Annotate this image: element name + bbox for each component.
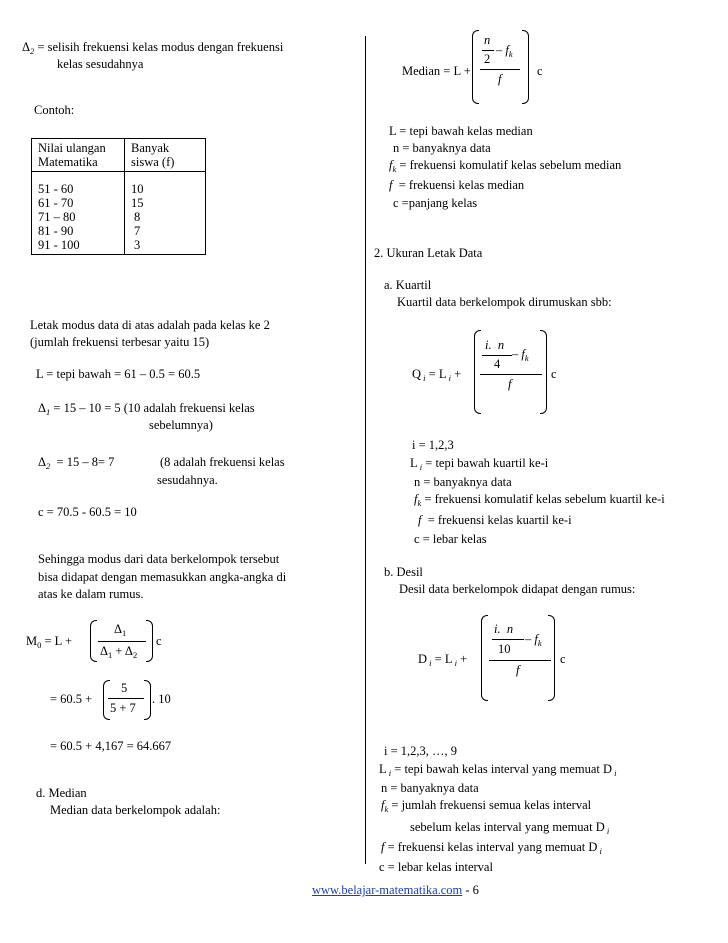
formula-c: c (156, 634, 162, 648)
f-symbol: f (516, 663, 520, 677)
decile-def-fk: $f_k$ = jumlah frekuensi semua kelas interval (381, 798, 592, 814)
step1-denominator: 5 + 7 (110, 701, 136, 715)
modus-location-line2: (jumlah frekuensi terbesar yaitu 15) (30, 335, 210, 349)
quartile-def-i: i = 1,2,3 (412, 438, 454, 452)
modus-formula: $M_0 = L$ + (26, 634, 73, 650)
table-header-row (32, 139, 206, 172)
table-body (32, 180, 206, 255)
fraction-bar (480, 69, 520, 70)
decile-description: Desil data berkelompok didapat dengan rumus: (399, 582, 636, 596)
f-symbol: f (498, 72, 502, 86)
decile-title: b. Desil (384, 565, 423, 579)
left-paren (472, 30, 479, 104)
fraction-bar (480, 374, 542, 375)
left-paren (90, 620, 97, 662)
f-symbol: f (508, 377, 512, 391)
decile-formula: D $_i$ = L $_i$ + (418, 652, 468, 668)
minus-fk: – $f_k$ (496, 43, 513, 59)
right-paren (540, 330, 547, 414)
conclusion-line2: bisa didapat dengan memasukkan angka-angka di (38, 570, 287, 584)
n-symbol: n (484, 33, 491, 47)
delta2-note-cont: sesudahnya. (157, 473, 218, 487)
minus-fk: – $f_k$ (525, 632, 542, 648)
quartile-def-f: f = frekuensi kelas kuartil ke-i (418, 513, 572, 527)
fraction-bar (482, 50, 494, 51)
median-description: Median data berkelompok adalah: (50, 803, 221, 817)
four-symbol: 4 (494, 357, 501, 371)
table-frequency-column: 10 15 8 7 3 (125, 180, 206, 255)
right-paren (548, 615, 555, 701)
quartile-def-L: L $_i$ = tepi bawah kuartil ke-i (410, 456, 549, 472)
right-paren (144, 680, 151, 720)
calculation-step1: = 60.5 + (50, 692, 93, 706)
delta1-calculation: $\Delta_1 = 15 - 10 = 5$ (10 adalah frekuensi kelas (38, 401, 255, 417)
median-def-c: c =panjang kelas (393, 196, 478, 210)
quartile-def-n: n = banyaknya data (414, 475, 512, 489)
left-paren (103, 680, 110, 720)
formula-c: c (560, 652, 566, 666)
decile-def-fk-cont: sebelum kelas interval yang memuat D $_i$ (410, 820, 610, 836)
left-paren (474, 330, 481, 414)
decile-def-n: n = banyaknya data (381, 781, 479, 795)
c-calculation: c = 70.5 - 60.5 = 10 (38, 505, 137, 519)
L-calculation: L = tepi bawah = 61 – 0.5 = 60.5 (36, 367, 201, 381)
column-divider (365, 36, 366, 864)
website-link[interactable]: www.belajar-matematika.com (312, 883, 463, 897)
decile-def-c: c = lebar kelas interval (379, 860, 493, 874)
fraction-bar (482, 355, 512, 356)
calculation-step2: = 60.5 + 4,167 = 64.667 (50, 739, 172, 753)
table-class-column: 51 - 60 61 - 70 71 – 80 81 - 90 91 - 100 (32, 180, 125, 255)
conclusion-line1: Sehingga modus dari data berkelompok tersebut (38, 552, 280, 566)
median-def-f: f = frekuensi kelas median (389, 178, 525, 192)
ten-symbol: 10 (498, 642, 511, 656)
frequency-table (31, 138, 206, 255)
left-paren (481, 615, 488, 701)
example-heading: Contoh: (34, 103, 75, 117)
section-heading: 2. Ukuran Letak Data (374, 246, 483, 260)
quartile-title: a. Kuartil (384, 278, 432, 292)
decile-def-i: i = 1,2,3, …, 9 (384, 744, 458, 758)
formula-denominator: $\Delta_1 + \Delta_2$ (100, 644, 138, 660)
page-footer (312, 883, 479, 898)
quartile-def-c: c = lebar kelas (414, 532, 487, 546)
delta2-definition: $\Delta_2$ = selisih frekuensi kelas modus dengan frekuensi (22, 40, 284, 56)
delta1-note: sebelumnya) (149, 418, 213, 432)
decile-def-L: L $_i$ = tepi bawah kelas interval yang memuat D $_i$ (379, 762, 617, 778)
i-n-symbol: i. n (494, 622, 514, 636)
quartile-def-fk: $f_k$ = frekuensi komulatif kelas sebelum kuartil ke-i (414, 492, 665, 508)
step1-numerator: 5 (121, 681, 128, 695)
table-header-cell: Banyak siswa (f) (125, 139, 206, 172)
fraction-bar (492, 639, 524, 640)
right-paren (146, 620, 153, 662)
i-n-symbol: i. n (485, 338, 505, 352)
median-def-L: L = tepi bawah kelas median (389, 124, 533, 138)
modus-location-line1: Letak modus data di atas adalah pada kelas ke 2 (30, 318, 270, 332)
median-formula: Median = L + (402, 64, 471, 78)
formula-numerator: $\Delta_1$ (114, 622, 127, 638)
median-def-fk: $f_k$ = frekuensi komulatif kelas sebelum median (389, 158, 622, 174)
table-header-cell: Nilai ulangan Matematika (32, 139, 125, 172)
right-paren (522, 30, 529, 104)
quartile-description: Kuartil data berkelompok dirumuskan sbb: (397, 295, 612, 309)
fraction-bar (489, 660, 551, 661)
page-number: - 6 (462, 883, 479, 897)
fraction-bar (98, 641, 146, 642)
minus-fk: – $f_k$ (512, 347, 529, 363)
formula-c: c (537, 64, 543, 78)
quartile-formula: Q $_i$ = L $_i$ + (412, 367, 462, 383)
fraction-bar (108, 698, 144, 699)
delta2-definition-cont: kelas sesudahnya (57, 57, 144, 71)
two-symbol: 2 (484, 52, 491, 66)
median-title: d. Median (36, 786, 87, 800)
conclusion-line3: atas ke dalam rumus. (38, 587, 144, 601)
delta2-note: (8 adalah frekuensi kelas (160, 455, 285, 469)
formula-c: c (551, 367, 557, 381)
median-def-n: n = banyaknya data (393, 141, 491, 155)
decile-def-f: f = frekuensi kelas interval yang memuat D $_i$ (381, 840, 602, 856)
delta2-calculation: $\Delta_2 = 15 - 8= 7$ (38, 455, 115, 471)
step1-multiplier: . 10 (152, 692, 171, 706)
